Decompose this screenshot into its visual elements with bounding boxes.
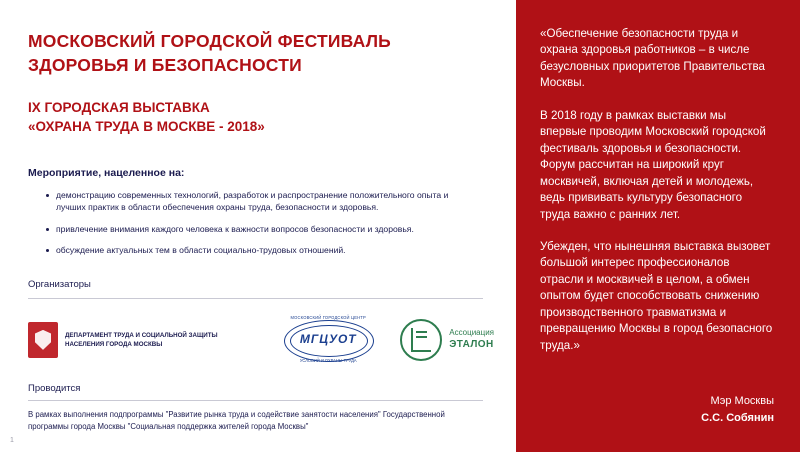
quote-paragraph: Убежден, что нынешняя выставка вызовет большой интерес профессионалов отрасли и москвичей в целом, а обмен опытом будет способствовать снижению производственного травматизма и превращению Москвы в город безопасного труда.» <box>540 239 773 352</box>
mgcuot-logo <box>282 314 374 366</box>
mayor-quote <box>540 26 774 370</box>
signature-role: Мэр Москвы <box>710 395 774 407</box>
subtitle-line-1: IX ГОРОДСКАЯ ВЫСТАВКА <box>28 100 210 116</box>
etalon-small-text: Ассоциация <box>449 327 494 337</box>
organizers-label: Организаторы <box>28 278 91 290</box>
list-item: обсуждение актуальных тем в области социально-трудовых отношений. <box>46 244 480 256</box>
quote-signature <box>701 393 774 426</box>
organizers-logos <box>28 309 494 371</box>
etalon-logo <box>400 319 494 361</box>
list-item: привлечение внимания каждого человека к важности вопросов безопасности и здоровья. <box>46 223 480 235</box>
mgcuot-main-text: МГЦУОТ <box>299 331 357 346</box>
moscow-coat-of-arms-icon <box>28 322 58 358</box>
etalon-logo-text <box>449 328 494 352</box>
conducted-text: В рамках выполнения подпрограммы "Развитие рынка труда и содействие занятости населения" Государственной программы города Москвы "Социальная поддержка жителей города Москвы" <box>28 409 445 432</box>
organizers-divider <box>28 298 483 299</box>
slide-subtitle <box>28 99 494 137</box>
list-item: демонстрацию современных технологий, разработок и распространение положительного опыта и лучших практик в области обеспечения охраны труда, безопасности и здоровья. <box>46 189 480 214</box>
etalon-big-text: ЭТАЛОН <box>449 339 494 351</box>
slide-right-column <box>516 0 800 452</box>
page-number: 1 <box>10 437 14 444</box>
mgcuot-bottom-text: УСЛОВИЙ И ОХРАНЫ ТРУДА <box>299 357 357 363</box>
department-of-labour-logo-text: ДЕПАРТАМЕНТ ТРУДА И СОЦИАЛЬНОЙ ЗАЩИТЫ НАСЕЛЕНИЯ ГОРОДА МОСКВЫ <box>65 331 218 348</box>
quote-paragraph: В 2018 году в рамках выставки мы впервые проводим Московский городской фестиваль здоровья и безопасности. Форум рассчитан на широкий круг москвичей, включая детей и молодежь, ведь прививать культуру безопасного труда важно с ранних лет. <box>540 108 766 221</box>
aims-heading: Мероприятие, нацеленное на: <box>28 167 185 180</box>
subtitle-line-2: «ОХРАНА ТРУДА В МОСКВЕ - 2018» <box>28 119 265 135</box>
conducted-label: Проводится <box>28 382 81 394</box>
mgcuot-top-text: МОСКОВСКИЙ ГОРОДСКОЙ ЦЕНТР <box>290 314 366 320</box>
conducted-divider <box>28 400 483 401</box>
quote-paragraph: «Обеспечение безопасности труда и охрана здоровья работников – в числе безусловных приоритетов Правительства Москвы. <box>540 27 765 90</box>
etalon-emblem-icon <box>400 319 442 361</box>
signature-name: С.С. Собянин <box>701 411 774 424</box>
department-of-labour-logo <box>28 322 256 358</box>
page-title: МОСКОВСКИЙ ГОРОДСКОЙ ФЕСТИВАЛЬ ЗДОРОВЬЯ И БЕЗОПАСНОСТИ <box>28 31 391 75</box>
aims-list <box>28 189 494 257</box>
